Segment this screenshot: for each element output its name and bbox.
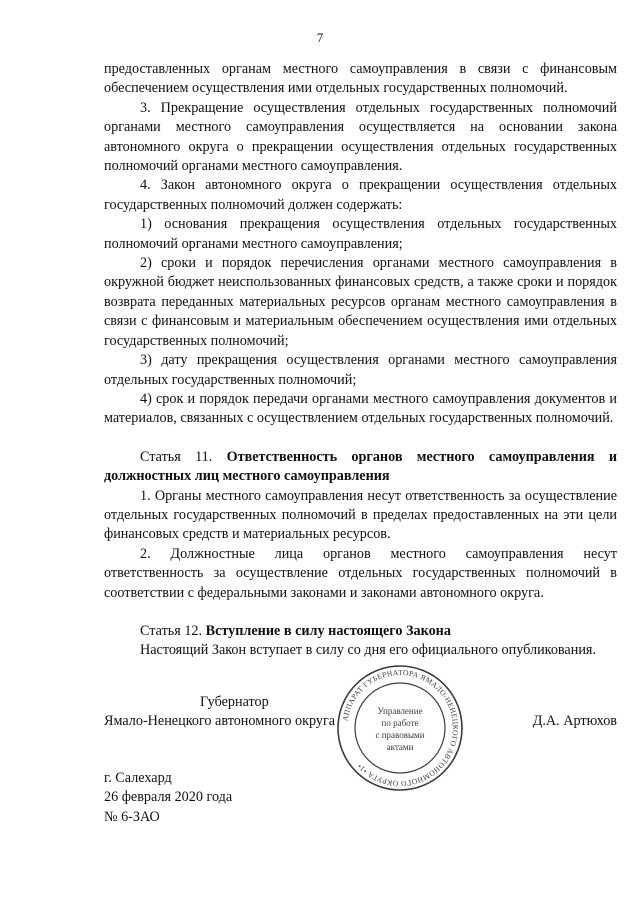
list-item-4: 4) срок и порядок передачи органами местного самоуправления документов и материалов, связанных с осуществлением отдельных государственных полномочий. (104, 390, 617, 427)
paragraph-clause-4: 4. Закон автономного округа о прекращении осуществления отдельных государственных полномочий должен содержать: (104, 177, 617, 213)
issue-date: 26 февраля 2020 года (104, 789, 233, 806)
article-12-prefix: Статья 12. (140, 622, 203, 639)
article-12-clause: Настоящий Закон вступает в силу со дня его официального опубликования. (140, 642, 596, 659)
document-footer (104, 769, 232, 827)
article-11-clause-2: 2. Должностные лица органов местного самоуправления несут ответственность за осуществление отдельных государственных полномочий в соответствии с федеральными законами и законами автономного округа. (104, 545, 617, 601)
signatory-title: Губернатор (200, 694, 269, 710)
svg-text:актами: актами (386, 742, 414, 752)
svg-text:Управление: Управление (377, 706, 423, 716)
list-item-3: 3) дату прекращения осуществления органами местного самоуправления отдельных государственных полномочий; (104, 352, 617, 388)
page-number: 7 (316, 30, 324, 45)
official-stamp (334, 662, 466, 794)
stamp-ring-text: АППАРАТ ГУБЕРНАТОРА ЯМАЛО-НЕНЕЦКОГО АВТОНОМНОГО ОКРУГА •1• (340, 667, 461, 789)
list-item-1: 1) основания прекращения осуществления отдельных государственных полномочий органами местного самоуправления; (104, 216, 617, 252)
list-item-2: 2) сроки и порядок перечисления органами местного самоуправления в окружной бюджет неиспользованных финансовых средств, а также сроки и порядок возврата переданных материальных ресурсов органам местного самоуправления в связи с финансовым и материальным обеспечением осуществления ими отдельных государственных полномочий; (104, 255, 617, 349)
article-11-prefix: Статья 11. (140, 448, 213, 465)
article-12-heading (104, 622, 617, 641)
article-12-title: Вступление в силу настоящего Закона (205, 622, 451, 639)
paragraph-clause-3: 3. Прекращение осуществления отдельных государственных полномочий органами местного самоуправления осуществляется на основании закона автономного округа о прекращении осуществления отдельных государственных полномочий органами местного самоуправления. (104, 99, 617, 175)
signatory-region: Ямало-Ненецкого автономного округа (104, 713, 336, 729)
paragraph-continuation: предоставленных органам местного самоуправления в связи с финансовым обеспечением осуществления ими отдельных государственных полномочий. (104, 61, 617, 97)
svg-text:с правовыми: с правовыми (375, 730, 425, 740)
document-body (104, 60, 617, 661)
law-number: № 6-ЗАО (104, 808, 160, 825)
issue-city: г. Салехард (104, 770, 172, 786)
article-11-clause-1: 1. Органы местного самоуправления несут ответственность за осуществление отдельных государственных полномочий в пределах предоставленных на эти цели финансовых средств и материальных ресурсов. (104, 487, 617, 543)
article-11-title: Ответственность органов местного самоуправления и должностных лиц местного самоуправления (104, 448, 618, 485)
article-11-heading (104, 448, 617, 487)
svg-text:по работе: по работе (381, 718, 419, 728)
signatory-name: Д.А. Артюхов (532, 713, 617, 729)
